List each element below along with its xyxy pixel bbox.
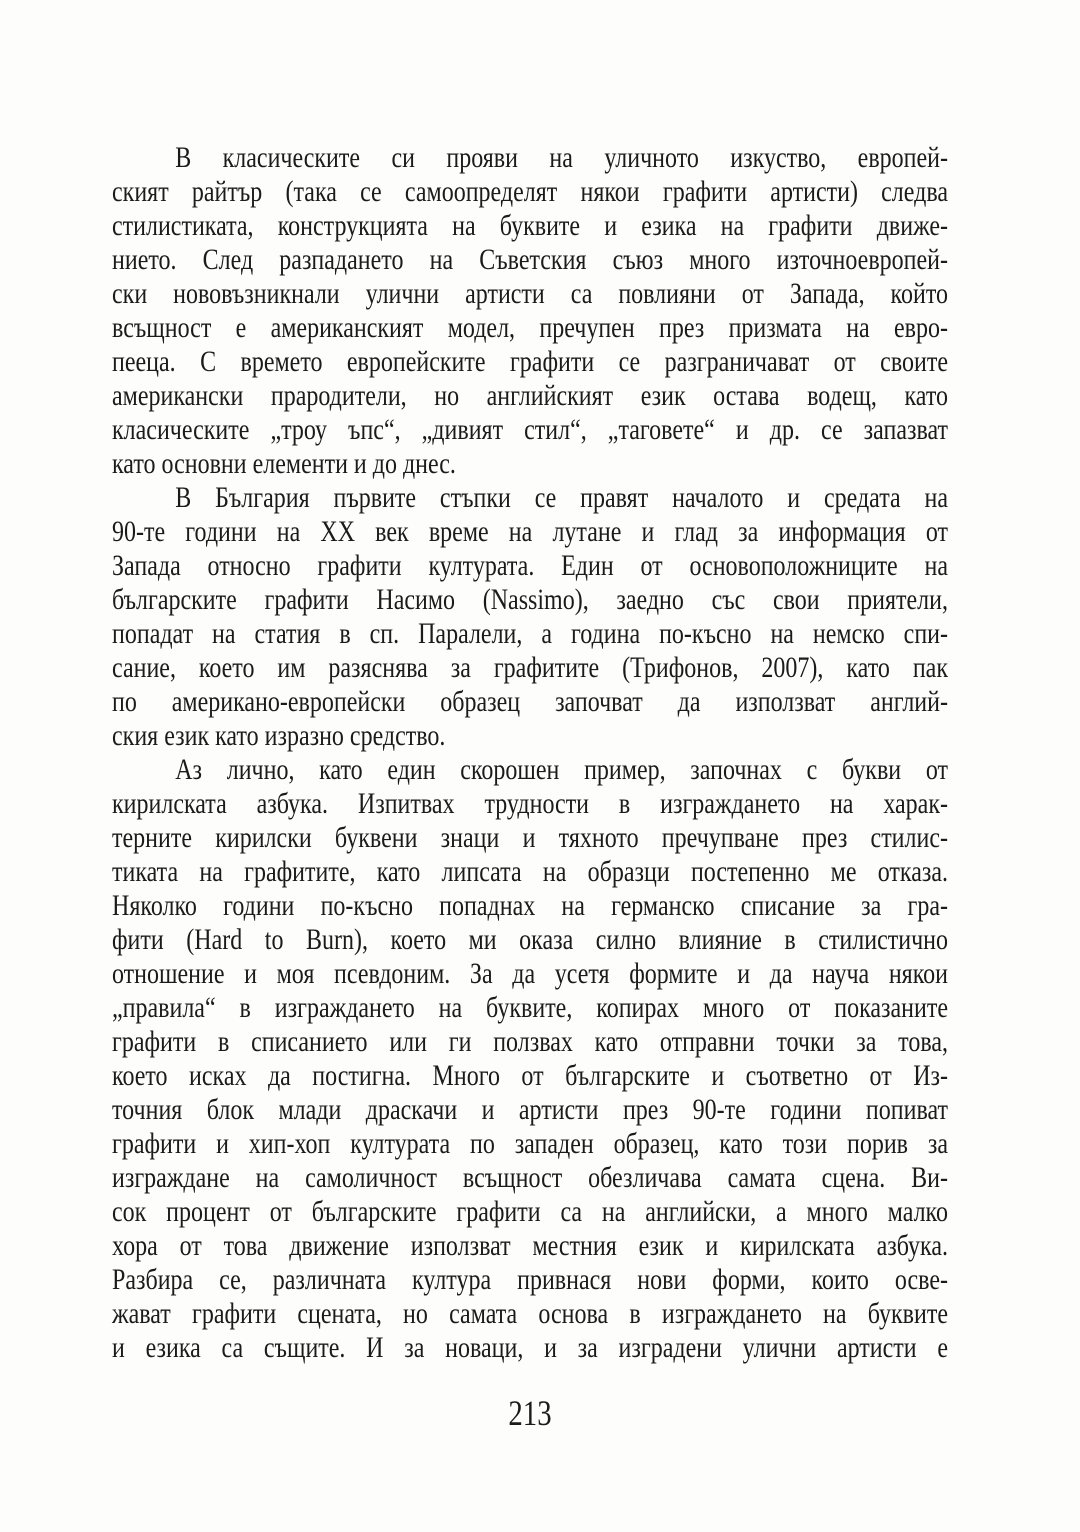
text-line: жават графити сцената, но самата основа в изграждането на буквите (112, 1297, 948, 1330)
text-line: фити (Hard to Burn), което ми оказа силно влияние в стилистично (112, 923, 948, 956)
text-line: Разбира се, различната култура привнася нови форми, които осве- (112, 1263, 948, 1296)
text-line: 90-те години на XX век време на лутане и глад за информация от (112, 515, 948, 548)
body-text (112, 141, 948, 1433)
text-line: всъщност е американският модел, пречупен през призмата на евро- (112, 311, 948, 344)
text-line: сок процент от българските графити са на английски, а много малко (112, 1195, 948, 1228)
text-line: ския език като изразно средство. (112, 719, 446, 752)
text-line: графити в списанието или ги ползвах като отправни точки за това, (112, 1025, 948, 1058)
text-line: пееца. С времето европейските графити се разграничават от своите (112, 345, 948, 378)
text-line: ски нововъзникнали улични артисти са повлияни от Запада, който (112, 277, 948, 310)
text-line: което исках да постигна. Много от българските и съответно от Из- (112, 1059, 948, 1092)
text-line: Няколко години по-късно попаднах на германско списание за гра- (112, 889, 948, 922)
text-line: отношение и моя псевдоним. За да усетя формите и да науча някои (112, 957, 948, 990)
text-line: графити и хип-хоп културата по западен образец, като този порив за (112, 1127, 948, 1160)
text-line: В България първите стъпки се правят началото и средата на (175, 481, 948, 514)
text-line: попадат на статия в сп. Паралели, а година по-късно на немско спи- (112, 617, 948, 650)
text-line: ският райтър (така се самоопределят някои графити артисти) следва (112, 175, 948, 208)
text-line: класическите „троу ъпс“, „дивият стил“, „таговете“ и др. се запазват (112, 413, 948, 446)
page-number: 213 (508, 1393, 552, 1433)
text-line: кирилската азбука. Изпитвах трудности в изграждането на харак- (112, 787, 948, 820)
text-line: точния блок млади драскачи и артисти през 90-те години попиват (112, 1093, 948, 1126)
text-line: нието. След разпадането на Съветския съюз много източноевропей- (112, 243, 948, 276)
text-line: и езика са същите. И за новаци, и за изградени улични артисти е (112, 1331, 948, 1364)
text-line: американски прародители, но английският език остава водещ, като (112, 379, 948, 412)
text-line: В класическите си прояви на уличното изкуство, европей- (175, 141, 948, 174)
text-line: тиката на графитите, като липсата на образци постепенно ме отказа. (112, 855, 948, 888)
text-line: изграждане на самоличност всъщност обезличава самата сцена. Ви- (112, 1161, 948, 1194)
text-line: Запада относно графити културата. Един от основоположниците на (112, 549, 948, 582)
text-line: сание, което им разяснява за графитите (Трифонов, 2007), като пак (112, 651, 948, 684)
paragraph (112, 481, 948, 753)
text-line: по американо-европейски образец започват да използват англий- (112, 685, 948, 718)
paragraph (112, 141, 948, 481)
text-line: българските графити Насимо (Nassimo), заедно със свои приятели, (112, 583, 948, 616)
text-line: стилистиката, конструкцията на буквите и езика на графити движе- (112, 209, 948, 242)
text-line: хора от това движение използват местния език и кирилската азбука. (112, 1229, 948, 1262)
text-line: като основни елементи и до днес. (112, 447, 456, 480)
text-line: терните кирилски буквени знаци и тяхното пречупване през стилис- (112, 821, 948, 854)
paragraph (112, 753, 948, 1365)
text-line: Аз лично, като един скорошен пример, започнах с букви от (175, 753, 948, 786)
text-line: „правила“ в изграждането на буквите, копирах много от показаните (112, 991, 948, 1024)
